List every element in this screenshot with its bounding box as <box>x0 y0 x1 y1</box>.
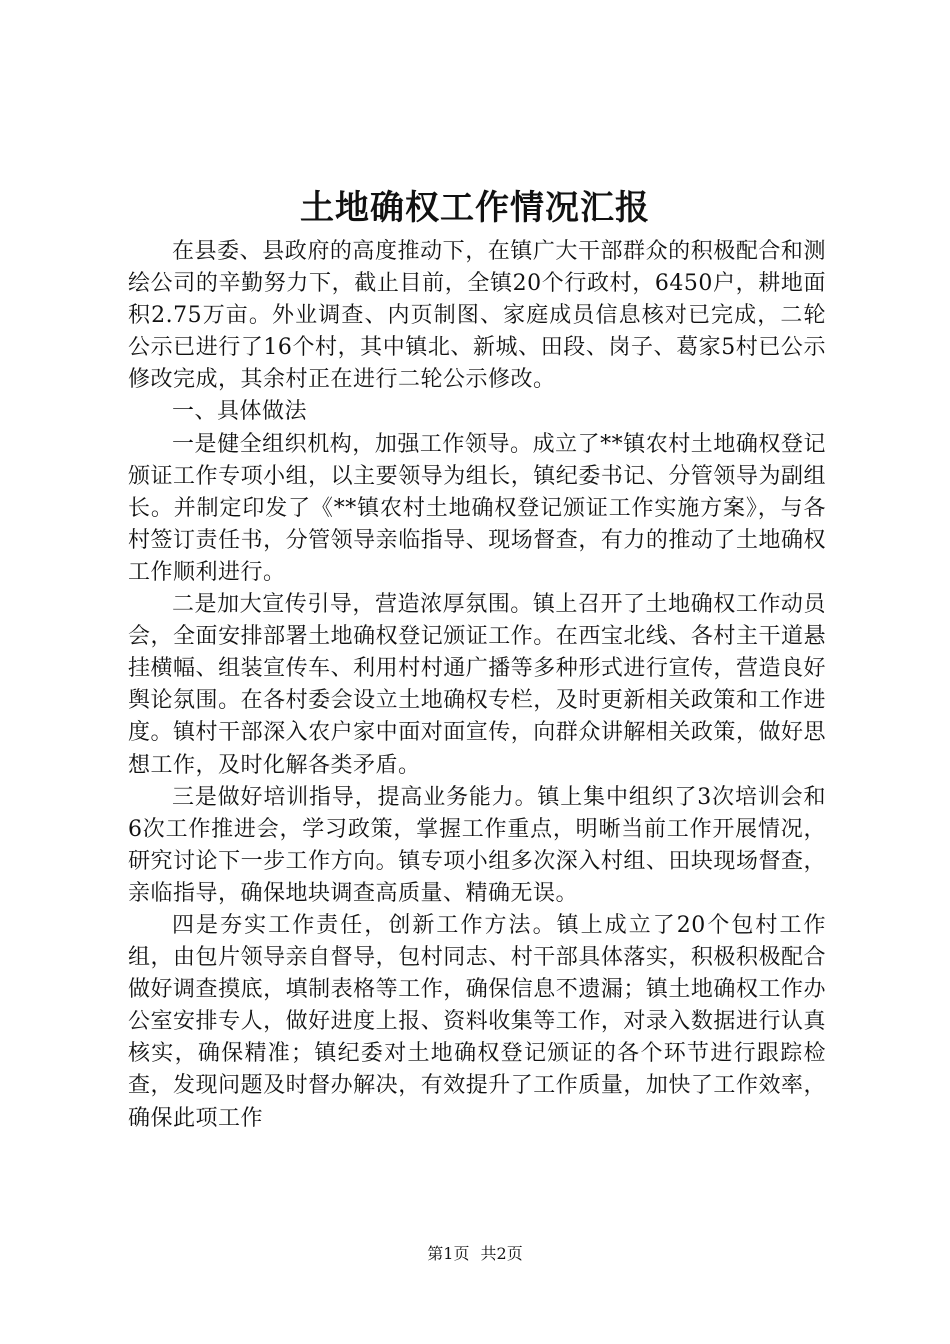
page-number-current: 第1页 <box>427 1244 470 1263</box>
paragraph-point-1: 一是健全组织机构，加强工作领导。成立了**镇农村土地确权登记颁证工作专项小组，以主要领导为组长，镇纪委书记、分管领导为副组长。并制定印发了《**镇农村土地确权登记颁证工作实施方案》，与各村签订责任书，分管领导亲临指导、现场督查，有力的推动了土地确权工作顺利进行。 <box>128 431 826 585</box>
page-footer <box>0 1244 950 1264</box>
paragraph-point-3: 三是做好培训指导，提高业务能力。镇上集中组织了3次培训会和6次工作推进会，学习政策，掌握工作重点，明晰当前工作开展情况，研究讨论下一步工作方向。镇专项小组多次深入村组、田块现场督查，亲临指导，确保地块调查高质量、精确无误。 <box>128 784 826 906</box>
paragraph-point-2: 二是加大宣传引导，营造浓厚氛围。镇上召开了土地确权工作动员会，全面安排部署土地确权登记颁证工作。在西宝北线、各村主干道悬挂横幅、组装宣传车、利用村村通广播等多种形式进行宣传，营造良好舆论氛围。在各村委会设立土地确权专栏，及时更新相关政策和工作进度。镇村干部深入农户家中面对面宣传，向群众讲解相关政策，做好思想工作，及时化解各类矛盾。 <box>128 592 826 778</box>
document-title: 土地确权工作情况汇报 <box>300 188 650 228</box>
document-body <box>128 236 826 1135</box>
section-heading: 一、具体做法 <box>172 399 308 425</box>
paragraph-intro: 在县委、县政府的高度推动下，在镇广大干部群众的积极配合和测绘公司的辛勤努力下，截止目前，全镇20个行政村，6450户，耕地面积2.75万亩。外业调查、内页制图、家庭成员信息核对已完成，二轮公示已进行了16个村，其中镇北、新城、田段、岗子、葛家5村已公示修改完成，其余村正在进行二轮公示修改。 <box>128 239 826 393</box>
page-number-total: 共2页 <box>480 1244 523 1263</box>
paragraph-point-4: 四是夯实工作责任，创新工作方法。镇上成立了20个包村工作组，由包片领导亲自督导，包村同志、村干部具体落实，积极积极配合做好调查摸底，填制表格等工作，确保信息不遗漏；镇土地确权工作办公室安排专人，做好进度上报、资料收集等工作，对录入数据进行认真核实，确保精准；镇纪委对土地确权登记颁证的各个环节进行跟踪检查，发现问题及时督办解决，有效提升了工作质量，加快了工作效率，确保此项工作 <box>128 912 826 1131</box>
